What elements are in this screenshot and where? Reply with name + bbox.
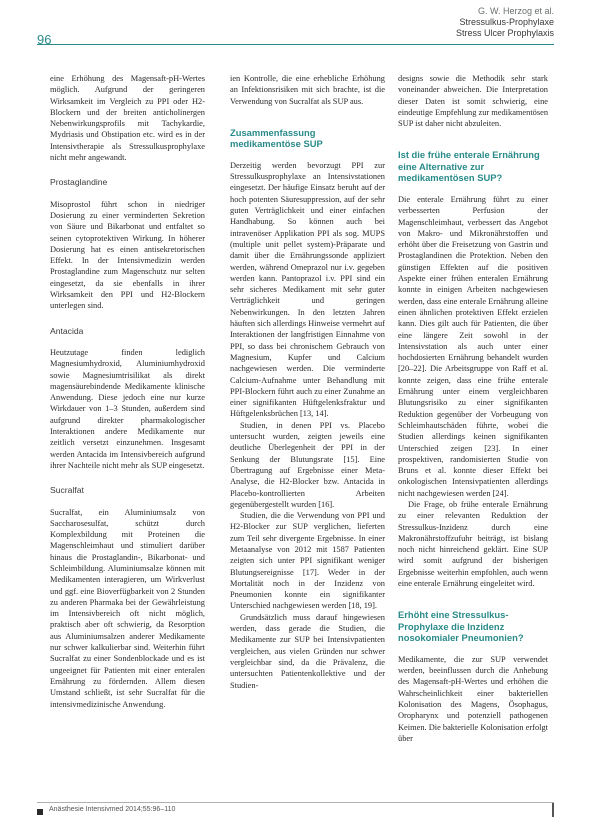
heading-enterale-ernaehrung: Ist die frühe enterale Ernährung eine Alternative zur medikamentösen SUP? — [398, 149, 540, 184]
paragraph: eine Erhöhung des Magensaft-pH-Wertes möglich. Aufgrund der geringeren Wirksamkeit im Vergleich zu PPI oder H2-Blockern und der breiten anticholinergen Nebenwirkungsprofils mit Tachykardie, Mydriasis und Obstipation etc. wird es in der Intensivtherapie als Stressulkusprophylaxe nicht mehr angewandt. — [50, 74, 205, 163]
paragraph: Die Frage, ob frühe enterale Ernährung zu einer relevanten Reduktion der Stressulkus-Inzidenz durch eine Makronährstoffzufuhr beiträgt, ist bislang noch nicht hinreichend geklärt. Eine SUP wird somit aufgrund der bisherigen Ergebnisse weiterhin empfohlen, auch wenn eine enterale Ernährung eingeleitet wird. — [398, 500, 548, 589]
running-header — [456, 6, 554, 39]
footer-citation: Anästhesie Intensivmed 2014;55:96–110 — [49, 806, 176, 813]
heading-stressulkus-pneumonie: Erhöht eine Stressulkus-Prophylaxe die Inzidenz nosokomialer Pneumonien? — [398, 609, 524, 644]
paragraph: Derzeitig werden bevorzugt PPI zur Stressulkusprophylaxe an Intensivstationen eingesetzt. Der häufige Einsatz beruht auf der hoch potenten Säuresuppression, auf der sehr guten Verträglichkeit und einer einfachen Handhabung. So können auch bei intravenöser Applikation PPI als sog. MUPS (multiple unit pellet system)-Präparate und damit über die Ernährungssonde appliziert werden, während Omeprazol nur i.v. gegeben werden kann. Pantoprazol i.v. PPI sind ein sehr sicheres Medikament mit sehr guter Verträglichkeit und geringen Nebenwirkungen. In den letzten Jahren häuften sich allerdings Hinweise vermehrt auf Interaktionen der langfristigen Einnahme von PPI, so dass bei chronischem Gebrauch von Magnesium, Kupfer und Calcium nachgewiesen werden. Die verminderte Calcium-Aufnahme unter Behandlung mit PPI-Blockern führt auch zu einer Zunahme an einer signifikanten Hüftgelenksfraktur und Hüftgelenksbrüchen [13, 14]. — [230, 160, 385, 419]
paragraph: Misoprostol führt schon in niedriger Dosierung zu einer verminderten Sekretion von Säure und Bikarbonat und entfaltet so seinen cytoprotektiven Wirkung. In höherer Dosierung hat es einen antisekretorischen Effekt. In der Intensivmedizin werden Prostaglandine zum Magenschutz nur selten eingesetzt, da sie ebenfalls in ihrer Wirksamkeit den PPI und H2-Blockern unterlegen sind. — [50, 199, 205, 311]
subheading-sucralfat: Sucralfat — [50, 485, 84, 496]
paragraph: Heutzutage finden lediglich Magnesiumhydroxid, Aluminiumhydroxid sowie Magnesiumtrisilikat als direkt magensäurebindende Medikamente klinische Anwendung. Diese jedoch eine nur kurze Wirkdauer von 1–3 Stunden, außerdem sind aufgrund direkter pharmakologischer Interaktionen andere Medikamente nur zeitlich versetzt einzunehmen. Insgesamt werden Antacida im Intensivbereich aufgrund ihrer Nachteile nicht mehr als SUP eingesetzt. — [50, 347, 205, 470]
footer-bar — [552, 803, 554, 817]
header-authors: G. W. Herzog et al. — [477, 6, 554, 16]
column-3 — [398, 73, 548, 813]
paragraph: Studien, in denen PPI vs. Placebo untersucht wurden, zeigten jeweils eine deutliche Überlegenheit der PPI in der Senkung der Blutungsrate [15]. Eine Übertragung auf Ergebnisse einer Meta-Analyse, die H2-Blocker bzw. Antacida in Placebo-kontrollierten Arbeiten gegenübergestellt wurden [16]. — [230, 420, 385, 509]
column-2 — [230, 73, 385, 813]
paragraph: ien Kontrolle, die eine erhebliche Erhöhung an Infektionsrisiken mit sich brachte, ist die Verwendung von Sucralfat als SUP aus. — [230, 74, 385, 106]
paragraph: Grundsätzlich muss darauf hingewiesen werden, dass gerade die Studien, die Medikamente zur SUP bei Intensivpatienten vergleichen, aus vielen Gründen nur schwer vergleichbar sind, da die Prävalenz, die untersuchten Patientenkollektive und der Studien- — [230, 612, 385, 690]
subheading-antacida: Antacida — [50, 325, 84, 336]
paragraph: Studien, die die Verwendung von PPI und H2-Blocker zur SUP verglichen, lieferten zum Teil sehr divergente Ergebnisse. In einer Metaanalyse von 2012 mit 1587 Patienten zeigten sich unter PPI signifikant weniger Blutungsereignisse [17]. Weder in der Mortalität noch in der Inzidenz von Pneumonien konnte ein signifikanter Unterschied nachgewiesen werden [18, 19]. — [230, 511, 385, 611]
header-title-de: Stressulkus-Prophylaxe — [459, 17, 554, 27]
paragraph: designs sowie die Methodik sehr stark voneinander abweichen. Die Interpretation dieser Daten ist somit schwierig, eine eindeutige Empfehlung zur medikamentösen SUP ist daher nicht abzuleiten. — [398, 74, 548, 129]
paragraph: Medikamente, die zur SUP verwendet werden, beeinflussen durch die Anhebung des Magensaft-pH-Wertes und erhöhen die Wahrscheinlichkeit einer bakteriellen Kolonisation des Magens, Ösophagus, Oropharynx und potenziell pathogenen Keimen. Die bakterielle Kolonisation erfolgt über — [398, 654, 548, 743]
page-number: 96 — [37, 32, 52, 47]
column-1 — [50, 73, 205, 813]
paragraph: Die enterale Ernährung führt zu einer verbesserten Perfusion der Magenschleimhaut, verbessert das Angebot von Makro- und Mikronährstoffen und erhöht über die Freisetzung von Gastrin und Prostaglandinen die Protektion. Neben den günstigen Effekten auf die positiven Aspekte einer frühen enteralen Ernährung konnte in einigen Arbeiten nachgewiesen werden, dass eine enterale Ernährung alleine einen ähnlichen protektiven Effekt erzielen kann. Dies gilt auch für Patienten, die über eine längere Zeit sowohl in der Intensivstation als auch unter einer hochdosierten Ernährung behandelt wurden [20–22]. Die Arbeitsgruppe von Raff et al. konnte zeigen, dass eine frühe enterale Ernährung unter einem vergleichbaren Blutungsrisiko zu einer signifikanten Reduktion gegenüber der Vorbeugung von Schleimhautschäden führte, wobei die Studien allerdings keinen signifikanten Unterschied zeigen [23]. In einer prospektiven, randomisierten Studie von Bruns et al. konnte dieser Effekt bei onkologischen Intensivpatienten allerdings nicht nachgewiesen werden [24]. — [398, 194, 548, 498]
header-rule — [37, 44, 554, 45]
subheading-prostaglandine: Prostaglandine — [50, 177, 108, 188]
header-title-en: Stress Ulcer Prophylaxis — [455, 28, 554, 38]
heading-zusammenfassung: Zusammenfassung medikamentöse SUP — [230, 126, 323, 150]
footer-marker — [37, 809, 43, 815]
page-footer — [37, 802, 554, 833]
paragraph: Sucralfat, ein Aluminiumsalz von Saccharosesulfat, schützt durch Komplexbildung mit Proteinen die Magenschleimhaut und stimuliert darüber hinaus die Prostaglandin-, Bikarbonat- und Schleimbildung. Aluminiumsalze können mit Medikamenten interagieren, um Wirkverlust und ggf. eine Bioverfügbarkeit von 2 Stunden zu anderen Pharmaka bei der Gewährleistung im Intensivbereich oft nicht möglich, praktisch aber oft schwierig, da Resorption aus Aluminiumsalzen anderer Medikamente nur schwer kalkulierbar sind. Weiterhin führt Sucralfat zu einer Sondenblockade und es ist ungeeignet für Patienten mit einer enteralen Ernährung zu fördernden. Allem diesen Umstand schließt, ist sehr Sucralfat für die intensivmedizinische Anwendung. — [50, 507, 205, 709]
